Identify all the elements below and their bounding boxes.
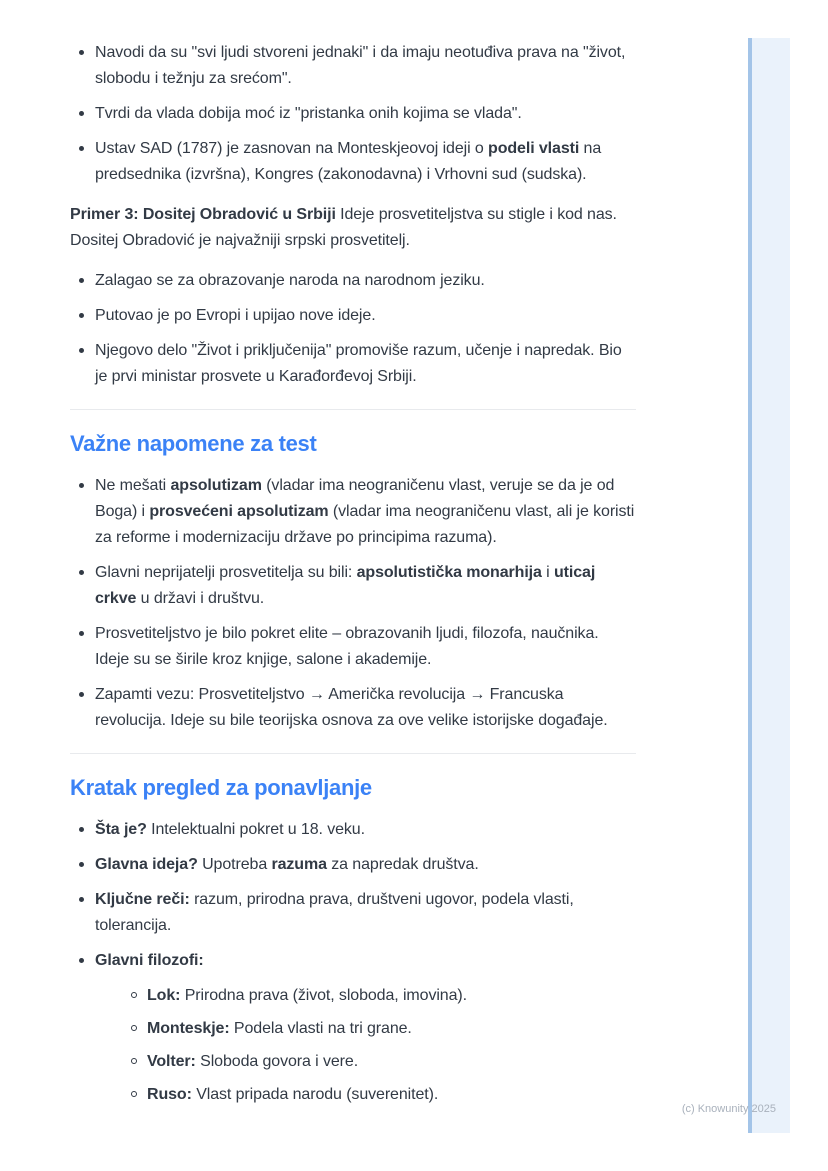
section-heading: Važne napomene za test [70,431,317,456]
list-item: Šta je? Intelektualni pokret u 18. veku. [70,817,636,843]
bold-text: Glavni filozofi: [95,952,204,969]
bold-text: Monteskje: [147,1020,230,1037]
bold-text: razuma [271,856,327,873]
list-item [70,948,636,1108]
bold-text: Lok: [147,987,181,1004]
section-divider [70,409,636,410]
bold-text: Glavna ideja? [95,856,198,873]
list-item: Ključne reči: razum, prirodna prava, društveni ugovor, podela vlasti, tolerancija. [70,887,636,939]
list-item: Putovao je po Evropi i upijao nove ideje. [70,303,636,329]
list-item: Zalagao se za obrazovanje naroda na narodnom jeziku. [70,268,636,294]
list-item: Zapamti vezu: Prosvetiteljstvo → Američka revolucija → Francuska revolucija. Ideje su bile teorijska osnova za ove velike istorijske događaje. [70,682,636,734]
bullet-list [70,817,636,1108]
paragraph: Primer 3: Dositej Obradović u Srbiji Ideje prosvetiteljstva su stigle i kod nas. Dositej Obradović je najvažniji srpski prosvetitelj. [70,206,617,249]
list-item: Glavna ideja? Upotreba razuma za napredak društva. [70,852,636,878]
bold-text: apsolutizam [170,477,262,494]
list-item: Prosvetiteljstvo je bilo pokret elite – obrazovanih ljudi, filozofa, naučnika. Ideje su se širile kroz knjige, salone i akademije. [70,621,636,673]
bold-text: Volter: [147,1053,196,1070]
list-item: Ustav SAD (1787) je zasnovan na Monteskjeovoj ideji o podeli vlasti na predsednika (izvršna), Kongres (zakonodavna) i Vrhovni sud (sudska). [70,136,636,188]
bullet-list [70,473,636,734]
sub-list-item: Ruso: Vlast pripada narodu (suverenitet). [122,1082,636,1108]
bold-text: prosvećeni apsolutizam [149,503,329,520]
bold-text: uticaj crkve [95,564,596,607]
sub-bullet-list [95,983,636,1108]
list-item: Njegovo delo "Život i priključenija" promoviše razum, učenje i napredak. Bio je prvi ministar prosvete u Karađorđevoj Srbiji. [70,338,636,390]
scroll-indicator-bar [748,38,752,1133]
section-heading: Kratak pregled za ponavljanje [70,775,372,800]
list-item: Tvrdi da vlada dobija moć iz "pristanka onih kojima se vlada". [70,101,636,127]
bullet-list [70,268,636,390]
sub-list-item: Lok: Prirodna prava (život, sloboda, imovina). [122,983,636,1009]
list-item: Ne mešati apsolutizam (vladar ima neograničenu vlast, veruje se da je od Boga) i prosvećeni apsolutizam (vladar ima neograničenu vlast, ali je koristi za reforme i modernizaciju države po principima razuma). [70,473,636,551]
document-content [70,40,636,1108]
list-item: Glavni neprijatelji prosvetitelja su bili: apsolutistička monarhija i uticaj crkve u državi i društvu. [70,560,636,612]
bold-text: Ključne reči: [95,891,190,908]
bold-text: Primer 3: Dositej Obradović u Srbiji [70,206,336,223]
copyright-footer: (c) Knowunity 2025 [681,1103,776,1115]
bold-text: Ruso: [147,1086,192,1103]
page-edge-highlight [748,38,790,1133]
list-item: Navodi da su "svi ljudi stvoreni jednaki" i da imaju neotuđiva prava na "život, slobodu i težnju za srećom". [70,40,636,92]
sub-list-item: Monteskje: Podela vlasti na tri grane. [122,1016,636,1042]
bullet-list [70,40,636,188]
bold-text: Šta je? [95,821,147,838]
bold-text: apsolutistička monarhija [356,564,542,581]
bold-text: podeli vlasti [488,140,580,157]
sub-list-item: Volter: Sloboda govora i vere. [122,1049,636,1075]
section-divider [70,753,636,754]
